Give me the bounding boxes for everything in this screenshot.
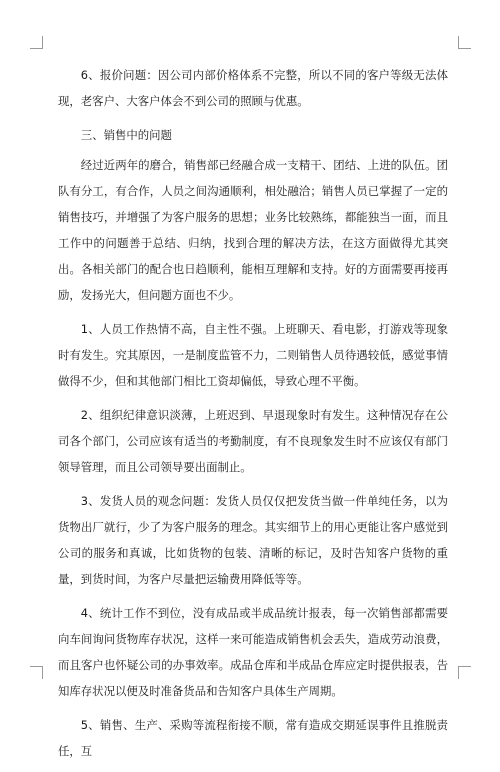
paragraph-team-overview: 经过近两年的磨合，销售部已经融合成一支精干、团结、上进的队伍。团队有分工，有合作，人员之间沟通顺利，相处融洽；销售人员已掌握了一定的销售技巧，并增强了为客户服务的思想；业务比较熟练，都能独当一面，而且工作中的问题善于总结、归纳，找到合理的解决方法，在这方面做得尤其突出。各相关部门的配合也日趋顺利，能相互理解和支持。好的方面需要再接再励，发扬光大，但问题方面也不少。 bbox=[58, 158, 448, 302]
crop-mark-bottom-right bbox=[458, 666, 471, 679]
paragraph-issue-1: 1、人员工作热情不高，自主性不强。上班聊天、看电影，打游戏等现象时有发生。究其原因，一是制度监管不力，二则销售人员待遇较低，感觉事情做得不少，但和其他部门相比工资却偏低，导致心理不平衡。 bbox=[58, 322, 448, 388]
paragraph-issue-2: 2、组织纪律意识淡薄，上班迟到、早退现象时有发生。这种情况存在公司各个部门，公司应该有适当的考勤制度，有不良现象发生时不应该仅有部门领导管理，而且公司领导要出面制止。 bbox=[58, 408, 448, 474]
document-body bbox=[58, 62, 448, 772]
crop-mark-top-left bbox=[30, 36, 43, 49]
section-heading-sales-issues: 三、销售中的问题 bbox=[80, 128, 172, 142]
paragraph-pricing-issue: 6、报价问题：因公司内部价格体系不完整，所以不同的客户等级无法体现，老客户、大客户体会不到公司的照顾与优惠。 bbox=[58, 68, 448, 108]
paragraph-issue-5: 5、销售、生产、采购等流程衔接不顺，常有造成交期延误事件且推脱责任，互 bbox=[58, 718, 448, 758]
crop-mark-top-right bbox=[458, 36, 471, 49]
crop-mark-bottom-left bbox=[30, 666, 43, 679]
paragraph-issue-3: 3、发货人员的观念问题：发货人员仅仅把发货当做一件单纯任务，以为货物出厂就行，少了为客户服务的理念。其实细节上的用心更能让客户感觉到公司的服务和真诚，比如货物的包装、清晰的标记，及时告知客户货物的重量，到货时间，为客户尽量把运输费用降低等等。 bbox=[58, 494, 448, 586]
paragraph-issue-4: 4、统计工作不到位，没有成品或半成品统计报表，每一次销售部都需要向车间询问货物库存状况，这样一来可能造成销售机会丢失，造成劳动浪费，而且客户也怀疑公司的办事效率。成品仓库和半成品仓库应定时提供报表，告知库存状况以便及时准备货品和告知客户具体生产周期。 bbox=[58, 606, 448, 698]
